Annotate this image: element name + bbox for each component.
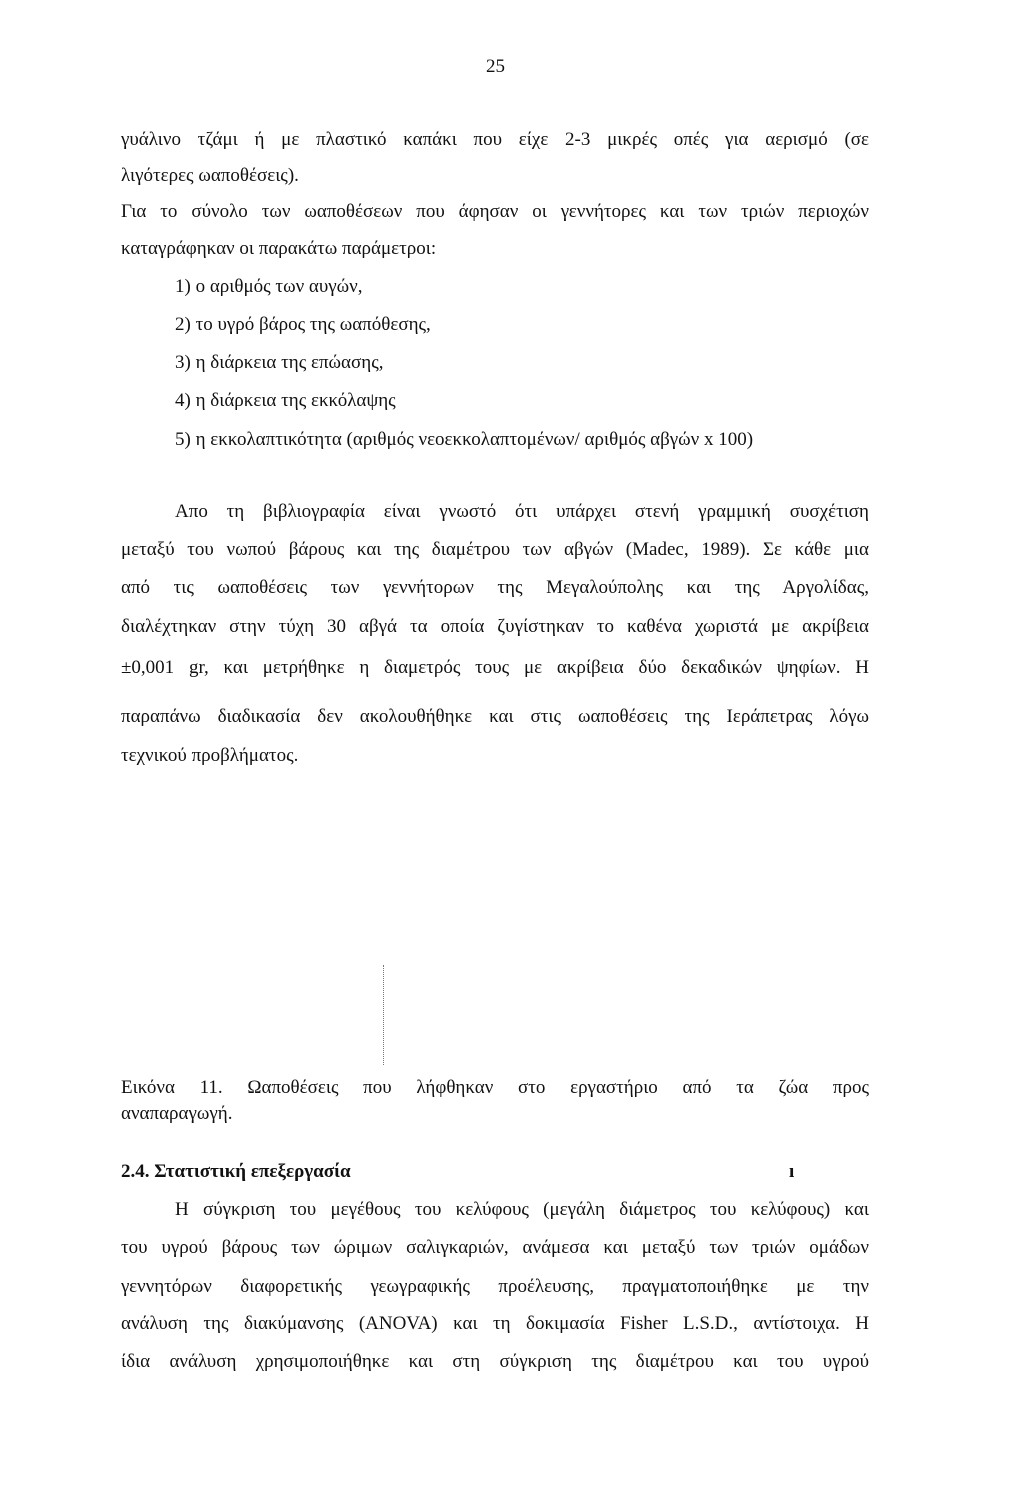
paragraph1-line1: γυάλινο τζάμι ή με πλαστικό καπάκι που είχε 2-3 μικρές οπές για αερισμό (σε [121, 129, 869, 150]
paragraph4-line1: Η σύγκριση του μεγέθους του κελύφους (μεγάλη διάμετρος του κελύφους) και [175, 1199, 869, 1220]
section-heading: 2.4. Στατιστική επεξεργασία [121, 1161, 351, 1182]
paragraph4-line3: γεννητόρων διαφορετικής γεωγραφικής προέλευσης, πραγματοποιήθηκε με την [121, 1276, 869, 1297]
paragraph3-line3: από τις ωαποθέσεις των γεννήτορων της Μεγαλούπολης και της Αργολίδας, [121, 577, 869, 598]
paragraph2-line2: καταγράφηκαν οι παρακάτω παράμετροι: [121, 238, 437, 259]
paragraph3-line7: τεχνικού προβλήματος. [121, 745, 299, 766]
figure-caption-line1: Εικόνα 11. Ωαποθέσεις που λήφθηκαν στο εργαστήριο από τα ζώα προς [121, 1077, 869, 1098]
paragraph3-line2: μεταξύ του νωπού βάρους και της διαμέτρου των αβγών (Madec, 1989). Σε κάθε μια [121, 539, 869, 560]
paragraph1-line2: λιγότερες ωαποθέσεις). [121, 165, 299, 186]
parameter-item: 1) ο αριθμός των αυγών, [175, 276, 363, 297]
parameter-item: 3) η διάρκεια της επώασης, [175, 352, 384, 373]
paragraph4-line2: του υγρού βάρους των ώριμων σαλιγκαριών, ανάμεσα και μεταξύ των τριών ομάδων [121, 1237, 869, 1258]
parameter-item: 5) η εκκολαπτικότητα (αριθμός νεοεκκολαπτομένων/ αριθμός αβγών x 100) [175, 429, 754, 450]
parameter-item: 4) η διάρκεια της εκκόλαψης [175, 390, 396, 411]
stray-mark: ı [789, 1161, 795, 1182]
figure-dotted-line [383, 965, 386, 1065]
paragraph4-line5: ίδια ανάλυση χρησιμοποιήθηκε και στη σύγκριση της διαμέτρου και του υγρού [121, 1351, 869, 1372]
paragraph4-line4: ανάλυση της διακύμανσης (ANOVA) και τη δοκιμασία Fisher L.S.D., αντίστοιχα. Η [121, 1313, 869, 1334]
parameter-item: 2) το υγρό βάρος της ωαπόθεσης, [175, 314, 431, 335]
paragraph3-line1: Απο τη βιβλιογραφία είναι γνωστό ότι υπάρχει στενή γραμμική συσχέτιση [175, 501, 869, 522]
page-number: 25 [486, 56, 505, 77]
paragraph3-line4: διαλέχτηκαν στην τύχη 30 αβγά τα οποία ζυγίστηκαν το καθένα χωριστά με ακρίβεια [121, 616, 869, 637]
figure-caption-line2: αναπαραγωγή. [121, 1103, 233, 1124]
paragraph3-line6: παραπάνω διαδικασία δεν ακολουθήθηκε και στις ωαποθέσεις της Ιεράπετρας λόγω [121, 706, 869, 727]
paragraph2-line1: Για το σύνολο των ωαποθέσεων που άφησαν οι γεννήτορες και των τριών περιοχών [121, 201, 869, 222]
paragraph3-line5: ±0,001 gr, και μετρήθηκε η διαμετρός τους με ακρίβεια δύο δεκαδικών ψηφίων. Η [121, 657, 869, 678]
